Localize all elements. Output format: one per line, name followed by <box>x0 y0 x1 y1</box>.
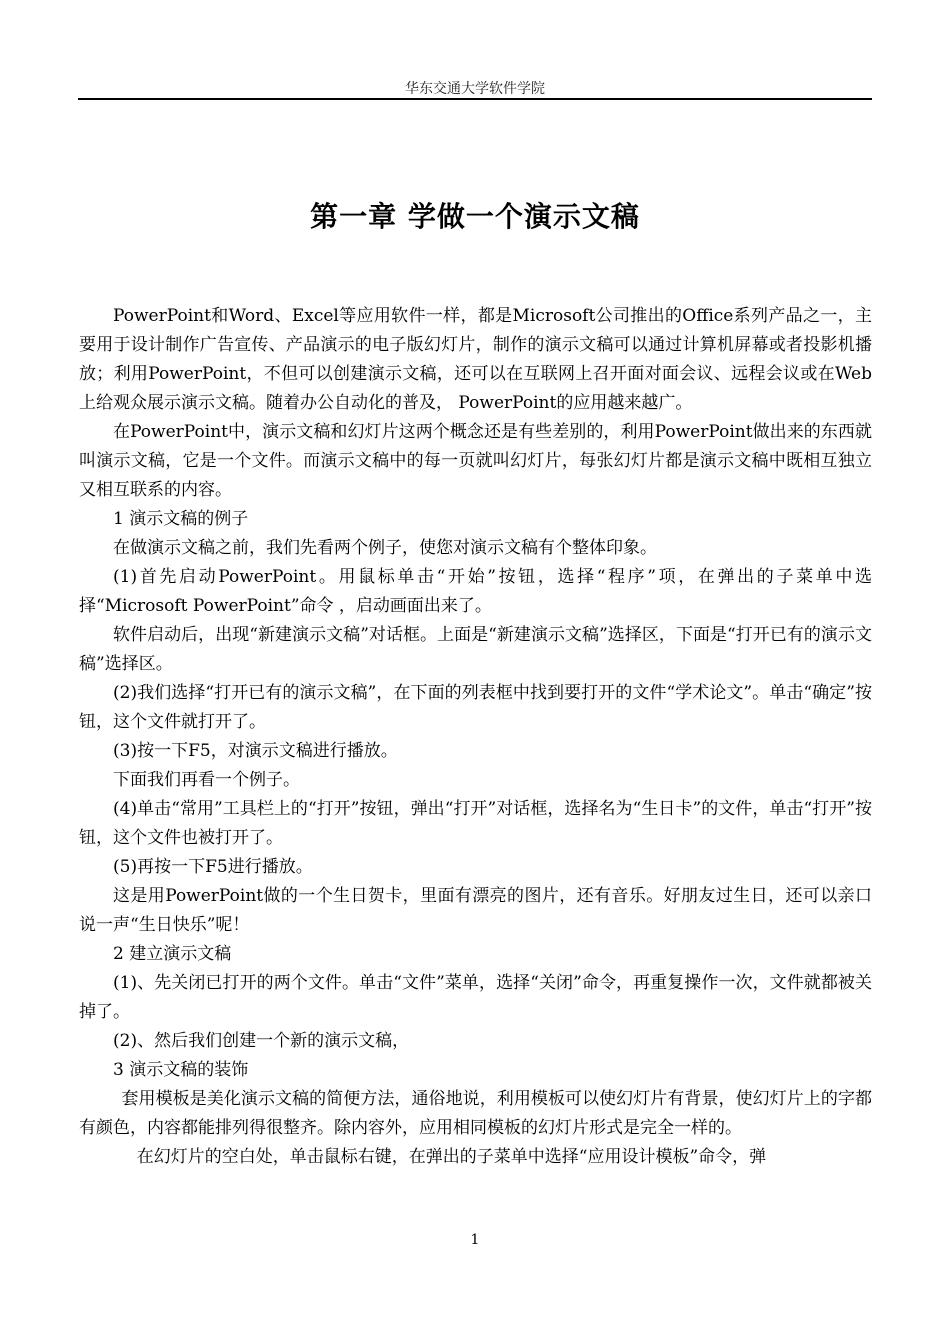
paragraph-step-2: (2)我们选择“打开已有的演示文稿”，在下面的列表框中找到要打开的文件“学术论文”。单击“确定”按钮，这个文件就打开了。 <box>79 683 872 732</box>
paragraph-step: (2)、然后我们创建一个新的演示文稿， <box>113 1031 410 1051</box>
paragraph-concepts: 在PowerPoint中，演示文稿和幻灯片这两个概念还是有些差别的，利用PowerPoint做出来的东西就叫演示文稿，它是一个文件。而演示文稿中的每一页就叫幻灯片，每张幻灯片都是演示文稿中既相互独立又相互联系的内容。 <box>79 422 872 500</box>
paragraph: 软件启动后，出现“新建演示文稿”对话框。上面是“新建演示文稿”选择区，下面是“打开已有的演示文稿”选择区。 <box>79 625 872 674</box>
paragraph: 下面我们再看一个例子。 <box>113 770 300 790</box>
paragraph-step-4: (4)单击“常用”工具栏上的“打开”按钮，弹出“打开”对话框，选择名为“生日卡”的文件，单击“打开”按钮，这个文件也被打开了。 <box>79 799 872 848</box>
running-header: 华东交通大学软件学院 <box>405 81 545 97</box>
body-text <box>79 302 872 1172</box>
paragraph-intro: PowerPoint和Word、Excel等应用软件一样，都是Microsoft公司推出的Office系列产品之一，主要用于设计制作广告宣传、产品演示的电子版幻灯片，制作的演示文稿可以通过计算机屏幕或者投影机播放；利用PowerPoint，不但可以创建演示文稿，还可以在互联网上召开面对面会议、远程会议或在Web上给观众展示演示文稿。随着办公自动化的普及， PowerPoint的应用越来越广。 <box>79 306 872 413</box>
section-heading-2: 2 建立演示文稿 <box>113 944 232 964</box>
paragraph: 在做演示文稿之前，我们先看两个例子，使您对演示文稿有个整体印象。 <box>113 538 657 558</box>
paragraph-step-5: (5)再按一下F5进行播放。 <box>113 857 313 877</box>
section-heading-1: 1 演示文稿的例子 <box>113 509 249 529</box>
paragraph: 这是用PowerPoint做的一个生日贺卡，里面有漂亮的图片，还有音乐。好朋友过生日，还可以亲口说一声“生日快乐”呢！ <box>79 886 872 935</box>
header-rule <box>78 98 872 100</box>
paragraph-template: 套用模板是美化演示文稿的简便方法，通俗地说，利用模板可以使幻灯片有背景，使幻灯片上的字都有颜色，内容都能排列得很整齐。除内容外，应用相同模板的幻灯片形式是完全一样的。 <box>79 1089 872 1138</box>
paragraph-step-3: (3)按一下F5，对演示文稿进行播放。 <box>113 741 398 761</box>
chapter-title: 第一章 学做一个演示文稿 <box>310 199 640 233</box>
paragraph-step: (1)、先关闭已打开的两个文件。单击“文件”菜单，选择“关闭”命令，再重复操作一次，文件就都被关掉了。 <box>79 973 872 1022</box>
paragraph-template-apply: 在幻灯片的空白处，单击鼠标右键，在弹出的子菜单中选择“应用设计模板”命令，弹 <box>136 1147 767 1167</box>
section-heading-3: 3 演示文稿的装饰 <box>113 1060 249 1080</box>
page-number: 1 <box>470 1232 480 1248</box>
paragraph-step-1: (1)首先启动PowerPoint。用鼠标单击“开始”按钮，选择“程序”项，在弹出的子菜单中选择“Microsoft PowerPoint”命令 ，启动画面出来了。 <box>79 567 872 616</box>
